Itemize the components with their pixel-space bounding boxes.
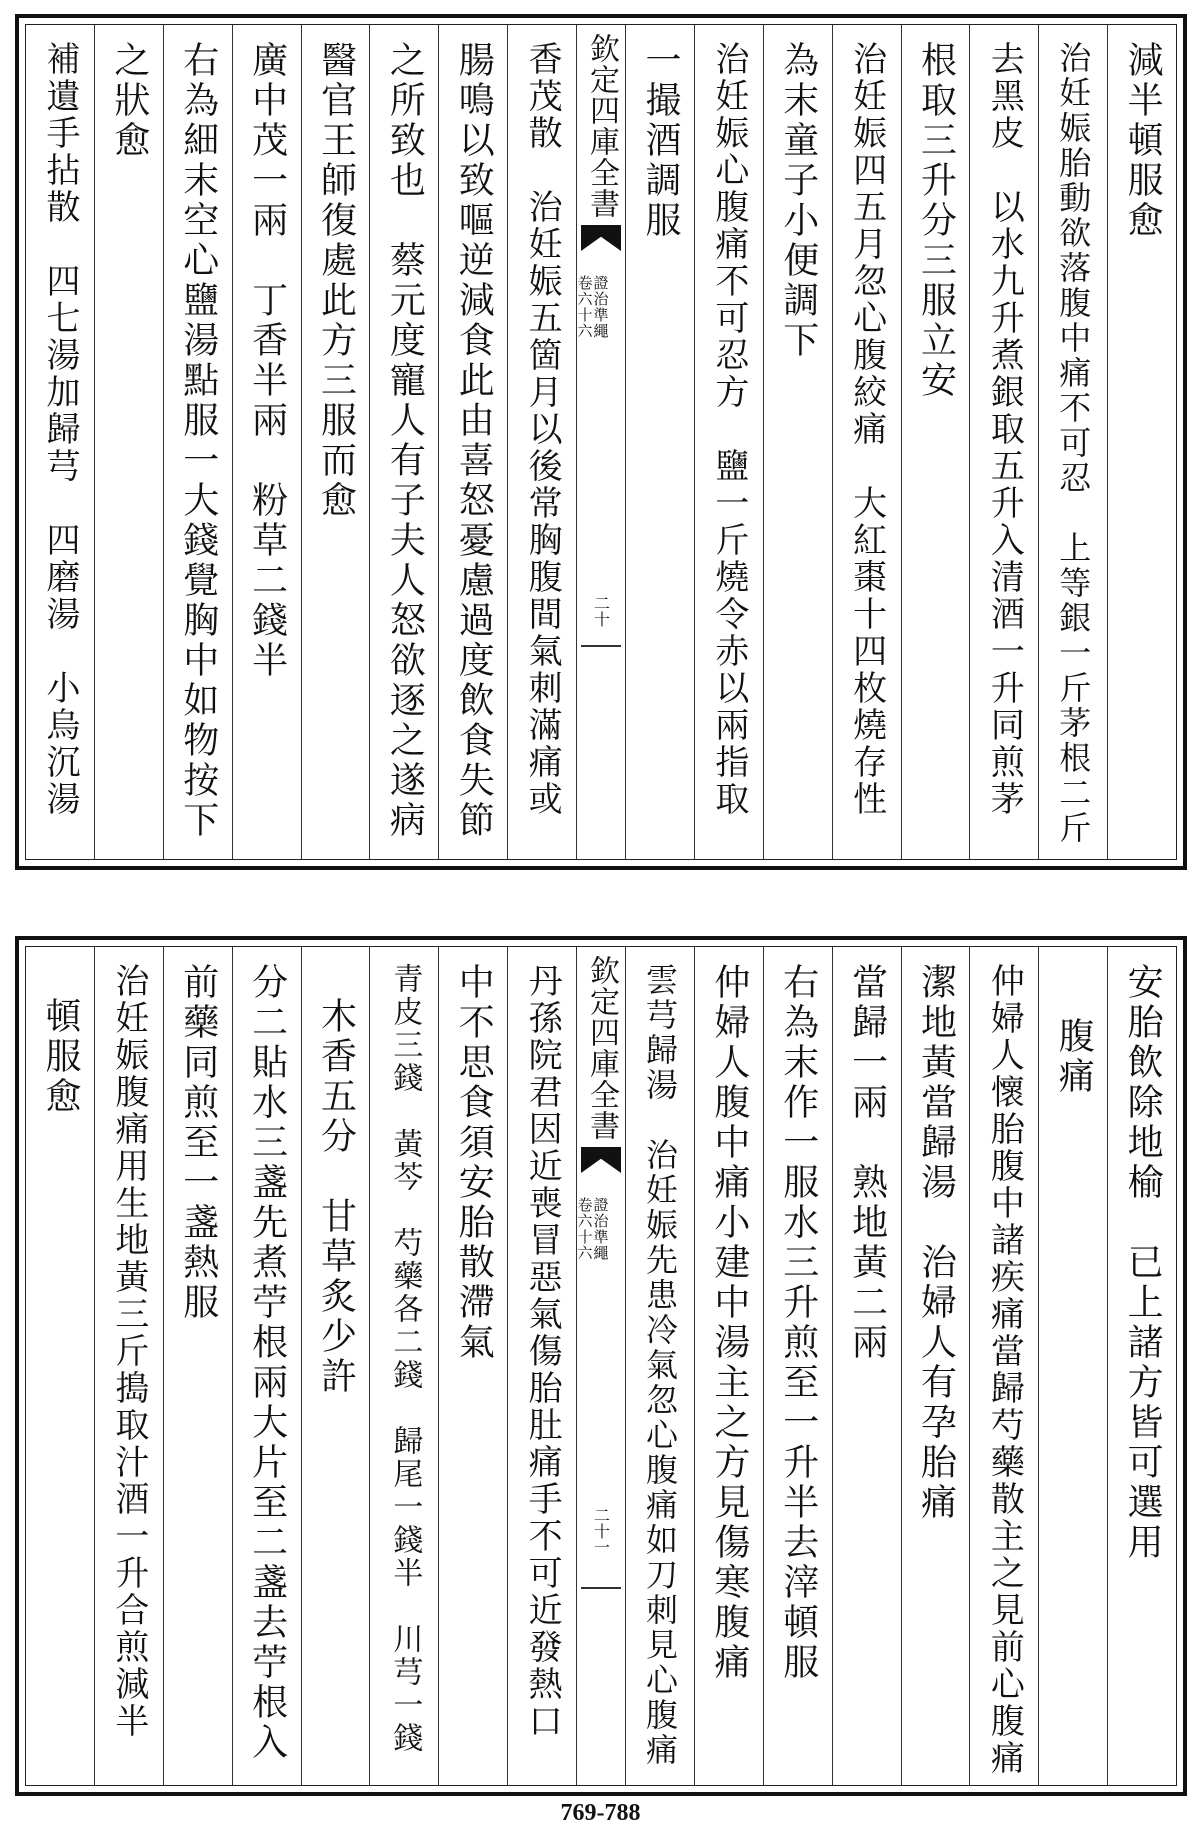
column-text: 當歸一兩 熟地黃二兩 (846, 963, 888, 1363)
column-text: 潔地黃當歸湯 治婦人有孕胎痛 (915, 963, 957, 1523)
column-text: 仲婦人懷胎腹中諸疾痛當歸芍藥散主之見前心腹痛 (984, 963, 1025, 1777)
center-fold (576, 947, 625, 1785)
text-column (694, 947, 763, 1785)
text-column (694, 25, 763, 859)
center-fold (576, 25, 625, 859)
column-text: 治妊娠四五月忽心腹絞痛 大紅棗十四枚燒存性 (846, 41, 887, 818)
column-text: 右為末作一服水三升煎至一升半去滓頓服 (777, 963, 819, 1683)
bottom-page-frame (25, 946, 1177, 1786)
text-column (507, 25, 576, 859)
text-column (1107, 25, 1176, 859)
text-column (901, 947, 970, 1785)
column-text: 一撮酒調服 (639, 41, 681, 241)
text-column (94, 947, 163, 1785)
text-column (369, 947, 438, 1785)
column-text: 減半頓服愈 (1122, 41, 1164, 241)
juan-number: 卷六十六 (575, 1197, 594, 1261)
fold-rule (581, 1587, 621, 1589)
section-heading: 腹痛 (1053, 1017, 1095, 1097)
book-title: 證治準繩 (591, 275, 610, 339)
text-column (438, 947, 507, 1785)
column-text: 之所致也 蔡元度寵人有子夫人怒欲逐之遂病 (384, 41, 426, 841)
text-column (969, 25, 1038, 859)
fishtail-mark (581, 1147, 621, 1173)
column-text: 根取三升分三服立安 (915, 41, 957, 401)
column-text: 之狀愈 (108, 41, 150, 161)
folio-number: 二十一 (591, 1507, 611, 1555)
column-text: 丹孫院君因近喪冒惡氣傷胎肚痛手不可近發熱口 (522, 963, 563, 1740)
text-column (163, 25, 232, 859)
column-text: 安胎飲除地榆 已上諸方皆可選用 (1122, 963, 1164, 1563)
text-column (369, 25, 438, 859)
text-column (625, 947, 694, 1785)
text-column (507, 947, 576, 1785)
column-text: 去黑皮 以水九升煮銀取五升入清酒一升同煎茅 (984, 41, 1025, 818)
text-column (625, 25, 694, 859)
text-column (1038, 25, 1107, 859)
column-text: 治妊娠心腹痛不可忍方 鹽一斤燒令赤以兩指取 (708, 41, 749, 818)
text-column (301, 947, 370, 1785)
text-column (832, 947, 901, 1785)
text-column (438, 25, 507, 859)
text-column (26, 947, 94, 1785)
column-text: 右為細末空心鹽湯點服一大錢覺胸中如物按下 (177, 41, 219, 841)
juan-number: 卷六十六 (575, 275, 594, 339)
bottom-page (15, 936, 1187, 1796)
column-text: 分二貼水三盞先煮苧根兩大片至二盞去苧根入 (246, 963, 288, 1763)
text-column (301, 25, 370, 859)
text-column (232, 25, 301, 859)
fold-rule (581, 645, 621, 647)
top-page (15, 14, 1187, 870)
column-text: 雲芎歸湯 治妊娠先患冷氣忽心腹痛如刀刺見心腹痛 (640, 963, 679, 1768)
folio-number: 二十 (591, 595, 611, 627)
column-text: 中不思食須安胎散滯氣 (453, 963, 495, 1363)
fishtail-mark (581, 225, 621, 251)
text-column (1107, 947, 1176, 1785)
column-text: 香茂散 治妊娠五箇月以後常胸腹間氣刺滿痛或 (522, 41, 563, 818)
column-text: 仲婦人腹中痛小建中湯主之方見傷寒腹痛 (708, 963, 750, 1683)
text-column (94, 25, 163, 859)
column-text: 木香五分 甘草炙少許 (315, 997, 357, 1397)
book-title: 證治準繩 (591, 1197, 610, 1261)
text-column (969, 947, 1038, 1785)
text-column (763, 947, 832, 1785)
page-number: 769-788 (560, 1800, 641, 1826)
column-text: 醫官王師復處此方三服而愈 (315, 41, 357, 521)
text-column (163, 947, 232, 1785)
column-text: 頓服愈 (39, 997, 81, 1117)
text-column (763, 25, 832, 859)
text-column (1038, 947, 1107, 1785)
column-text: 青皮三錢 黃芩 芍藥各二錢 歸尾一錢半 川芎一錢 (387, 963, 423, 1755)
column-text: 腸鳴以致嘔逆減食此由喜怒憂慮過度飲食失節 (453, 41, 495, 841)
book-series-title: 欽定四庫全書 (584, 33, 619, 219)
top-page-frame (25, 24, 1177, 860)
book-series-title: 欽定四庫全書 (584, 955, 619, 1141)
text-column (232, 947, 301, 1785)
column-text: 為末童子小便調下 (777, 41, 819, 361)
column-text: 治妊娠腹痛用生地黃三斤搗取汁酒一升合煎減半 (108, 963, 149, 1740)
column-text: 前藥同煎至一盞熱服 (177, 963, 219, 1323)
text-column (832, 25, 901, 859)
text-column (26, 25, 94, 859)
column-text: 治妊娠胎動欲落腹中痛不可忍 上等銀一斤茅根二斤 (1054, 41, 1093, 846)
column-text: 廣中茂一兩 丁香半兩 粉草二錢半 (246, 41, 288, 681)
text-column (901, 25, 970, 859)
column-text: 補遺手拈散 四七湯加歸芎 四磨湯 小烏沉湯 (39, 41, 80, 818)
